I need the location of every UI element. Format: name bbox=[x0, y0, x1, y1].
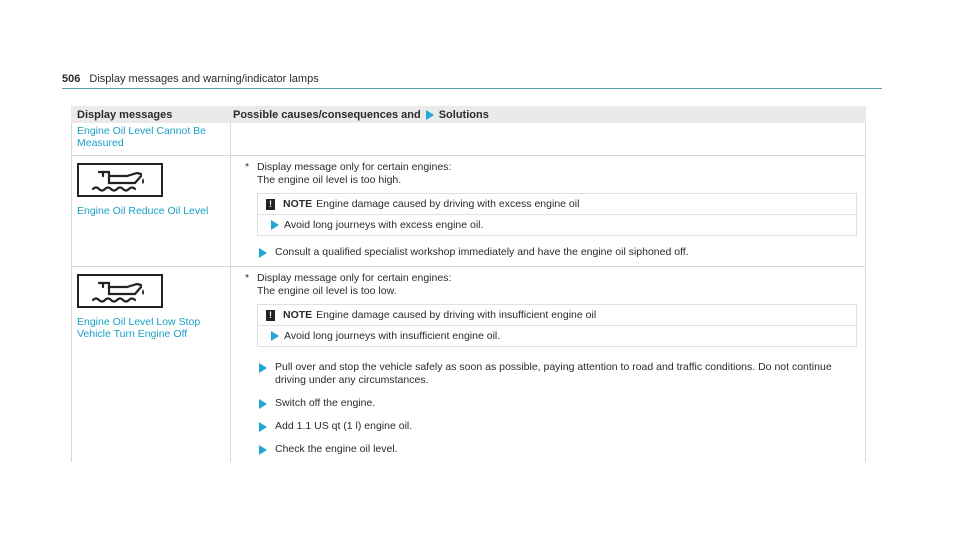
message-cell bbox=[71, 156, 231, 266]
play-arrow-icon bbox=[259, 363, 267, 373]
solution-cell: * Display message only for certain engines: The engine oil level is too high. ! NOTE Engine damage caused by driving with excess engine oil Avoid long journeys with excess engine oil. Consult a qualified specialist workshop immediately and have the engine oil siphoned off. bbox=[231, 156, 866, 266]
play-arrow-icon bbox=[426, 110, 434, 120]
solution-cell bbox=[231, 123, 866, 155]
oil-level-warning-icon bbox=[77, 163, 163, 197]
table-row bbox=[71, 123, 866, 156]
message-cell[interactable]: Engine Oil Level Cannot Be Measured bbox=[71, 123, 231, 155]
solution-cell: * Display message only for certain engines: The engine oil level is too low. ! NOTE Engine damage caused by driving with insufficient engine oil Avoid long journeys with insufficient engine oil. Pull over and stop the vehicle safely as soon as possible, paying attention to road and traffic conditions. Do not continue driving under any circumstances. Switch off the engine. Add 1.1 US qt (1 l) engine oil. Check the engine oil level. bbox=[231, 267, 866, 462]
note-box: ! NOTE Engine damage caused by driving with insufficient engine oil bbox=[257, 304, 857, 326]
step-item: Consult a qualified specialist workshop immediately and have the engine oil siphoned off. bbox=[257, 246, 857, 259]
message-label[interactable]: Engine Oil Reduce Oil Level bbox=[77, 205, 209, 217]
header-rule bbox=[62, 88, 882, 89]
exclamation-icon: ! bbox=[266, 199, 275, 210]
page-number: 506 bbox=[62, 73, 81, 85]
note-action: Avoid long journeys with insufficient engine oil. bbox=[257, 326, 857, 347]
note-action: Avoid long journeys with excess engine oil. bbox=[257, 215, 857, 236]
message-cell bbox=[71, 267, 231, 462]
step-item: Switch off the engine. bbox=[257, 397, 857, 410]
table-row bbox=[71, 156, 866, 267]
message-label[interactable]: Engine Oil Level Low Stop Vehicle Turn Engine Off bbox=[77, 316, 201, 340]
page-title: Display messages and warning/indicator lamps bbox=[89, 73, 319, 85]
exclamation-icon: ! bbox=[266, 310, 275, 321]
play-arrow-icon bbox=[271, 331, 279, 341]
col-display-messages: Display messages bbox=[77, 108, 173, 121]
oil-level-warning-icon bbox=[77, 274, 163, 308]
col-causes-solutions: Possible causes/consequences and Solutions bbox=[233, 108, 489, 121]
note-box: ! NOTE Engine damage caused by driving with excess engine oil bbox=[257, 193, 857, 215]
play-arrow-icon bbox=[259, 399, 267, 409]
play-arrow-icon bbox=[259, 248, 267, 258]
step-item: Pull over and stop the vehicle safely as soon as possible, paying attention to road and traffic conditions. Do not continue driving under any circumstances. bbox=[257, 361, 857, 387]
play-arrow-icon bbox=[259, 445, 267, 455]
table-header bbox=[71, 106, 866, 123]
step-item: Add 1.1 US qt (1 l) engine oil. bbox=[257, 420, 857, 433]
messages-table bbox=[71, 106, 866, 462]
play-arrow-icon bbox=[259, 422, 267, 432]
step-item: Check the engine oil level. bbox=[257, 443, 857, 456]
page-header bbox=[62, 73, 319, 85]
play-arrow-icon bbox=[271, 220, 279, 230]
table-row bbox=[71, 267, 866, 462]
